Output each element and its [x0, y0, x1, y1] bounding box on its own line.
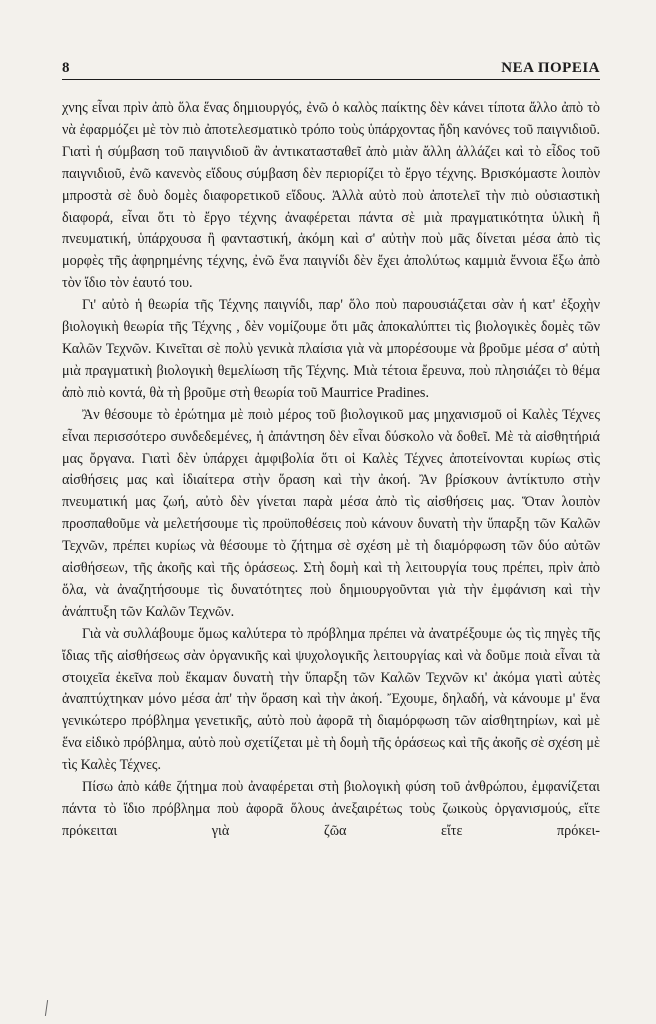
paragraph-2: Γι' αὐτὸ ἡ θεωρία τῆς Τέχνης παιγνίδι, παρ' ὅλο ποὺ παρουσιάζεται σὰν ἡ κατ' ἐξοχὴν βιολογικὴ θεωρία τῆς Τέχνης , δὲν νομίζουμε ὅτι μᾶς ἀποκαλύπτει τὶς βιολογικὲς δομὲς τῶν Καλῶν Τεχνῶν. Κινεῖται σὲ πολὺ γενικὰ πλαίσια γιὰ νὰ μπορέσουμε νὰ βροῦμε μέσα σ' αὐτὴ μιὰ πραγματικὴ βιολογικὴ θεμελίωση τῆς Τέχνης. Μιὰ τέτοια ἔρευνα, ποὺ πλησιάζει τὸ θέμα ἀπὸ πιὸ κοντά, θὰ τὴ βροῦμε στὴ θεωρία τοῦ Maurrice Pradines.: [62, 297, 600, 401]
journal-title: ΝΕΑ ΠΟΡΕΙΑ: [501, 60, 600, 76]
running-header: [62, 60, 600, 80]
paragraph-1: χνης εἶναι πρὶν ἀπὸ ὅλα ἕνας δημιουργός, ἐνῶ ὁ καλὸς παίκτης δὲν κάνει τίποτα ἄλλο ἀπὸ τὸ νὰ ἐφαρμόζει μὲ τὸν πιὸ ἀποτελεσματικὸ τρόπο τοὺς ὑπάρχοντας ἤδη κανόνες τοῦ παιγνιδιοῦ. Γιατὶ ἡ σύμβαση τοῦ παιγνιδιοῦ ἂν ἀντικατασταθεῖ ἀπὸ μιὰν ἄλλη ἀλλάζει καὶ τὸ εἶδος τοῦ παιγνιδιοῦ, ἐνῶ κανενὸς εἴδους σύμβαση δὲν περιορίζει τὸ ἔργο τέχνης. Βρισκόμαστε λοιπὸν μπροστὰ σὲ δυὸ δομὲς διαφορετικοῦ εἴδους. Ἀλλὰ αὐτὸ ποὺ ἀποτελεῖ τὴν πιὸ οὐσιαστικὴ διαφορά, εἶναι ὅτι τὸ ἔργο τέχνης ἀναφέρεται πάντα σὲ μιὰ πραγματικότητα ὑλικὴ ἢ πνευματική, ὑπάρχουσα ἢ φανταστική, ἀκόμη καὶ σ' αὐτὴν ποὺ μᾶς δίνεται μέσα ἀπὸ τὶς μορφὲς τῆς ἀφηρημένης τέχνης, ἐνῶ ἕνα παιγνίδι δὲν ἔχει ἀπολύτως καμμιὰ ἔννοια ἔξω ἀπὸ τὸν ἴδιο τὸν ἑαυτό του.: [62, 100, 600, 292]
page-number: 8: [62, 60, 70, 76]
paragraph-3: Ἂν θέσουμε τὸ ἐρώτημα μὲ ποιὸ μέρος τοῦ βιολογικοῦ μας μηχανισμοῦ οἱ Καλὲς Τέχνες εἶναι περισσότερο συνδεδεμένες, ἡ ἀπάντηση δὲν εἶναι δύσκολο νὰ δοθεῖ. Μὲ τὰ αἰσθητήριά μας ὄργανα. Γιατὶ δὲν ὑπάρχει ἀμφιβολία ὅτι οἱ Καλὲς Τέχνες ἀποτείνονται κυρίως στὶς αἰσθήσεις μας καὶ ἰδιαίτερα στὴν ὅραση καὶ τὴν ἀκοή. Ἂν βρίσκουν ἀντίκτυπο στὴν πνευματική μας ζωή, αὐτὸ δὲν γίνεται παρὰ μέσα ἀπὸ τὶς αἰσθήσεις μας. Ὅταν λοιπὸν προσπαθοῦμε νὰ μελετήσουμε τὶς προϋποθέσεις ποὺ κάνουν δυνατὴ τὴν ὕπαρξη τῶν Καλῶν Τεχνῶν, πρέπει κυρίως νὰ θέσουμε τὸ ζήτημα σὲ σχέση μὲ τὴ διαμόρφωση τῶν δύο αὐτῶν αἰσθήσεων, τῆς ἀκοῆς καὶ τῆς ὁράσεως. Στὴ δομὴ καὶ τὴ λειτουργία τους πρέπει, πρὶν ἀπὸ ὅλα, νὰ ἀναζητήσουμε τὶς δυνατότητες ποὺ δημιουργοῦνται γιὰ τὴν ἐμφάνιση καὶ τὴν ἀνάπτυξη τῶν Καλῶν Τεχνῶν.: [62, 406, 600, 620]
body-text: [62, 98, 600, 843]
document-page: [62, 60, 600, 843]
paragraph-5: Πίσω ἀπὸ κάθε ζήτημα ποὺ ἀναφέρεται στὴ βιολογικὴ φύση τοῦ ἀνθρώπου, ἐμφανίζεται πάντα τὸ ἴδιο πρόβλημα ποὺ ἀφορᾶ ὅλους ἀνεξαιρέτως τοὺς ζωικοὺς ὀργανισμούς, εἴτε πρόκειται γιὰ ζῶα εἴτε πρόκει-: [62, 779, 600, 839]
paragraph-4: Γιὰ νὰ συλλάβουμε ὅμως καλύτερα τὸ πρόβλημα πρέπει νὰ ἀνατρέξουμε ὡς τὶς πηγὲς τῆς ἴδιας τῆς αἰσθήσεως σὰν ὀργανικῆς καὶ ψυχολογικῆς λειτουργίας καὶ νὰ δοῦμε ποιὰ εἶναι τὰ στοιχεῖα ἐκεῖνα ποὺ ἔκαμαν δυνατὴ τὴν ὕπαρξη τῶν Καλῶν Τεχνῶν κι' ἀκόμα γιατὶ αὐτὲς ἀναπτύχτηκαν μόνο μέσα ἀπ' τὴν ὅραση καὶ τὴν ἀκοή. Ἔχουμε, δηλαδή, νὰ κάνουμε μ' ἕνα γενικώτερο πρόβλημα γενετικῆς, αὐτὸ ποὺ ἀφορᾶ τὴ διαμόρφωση τῶν αἰσθητηρίων, καὶ μὲ ἕνα εἰδικὸ πρόβλημα, αὐτὸ ποὺ σχετίζεται μὲ τὴ δομὴ τῆς ὁράσεως καὶ τῆς ἀκοῆς σὲ σχέση μὲ τὶς Καλὲς Τέχνες.: [62, 625, 600, 774]
scan-mark: [45, 1000, 48, 1016]
